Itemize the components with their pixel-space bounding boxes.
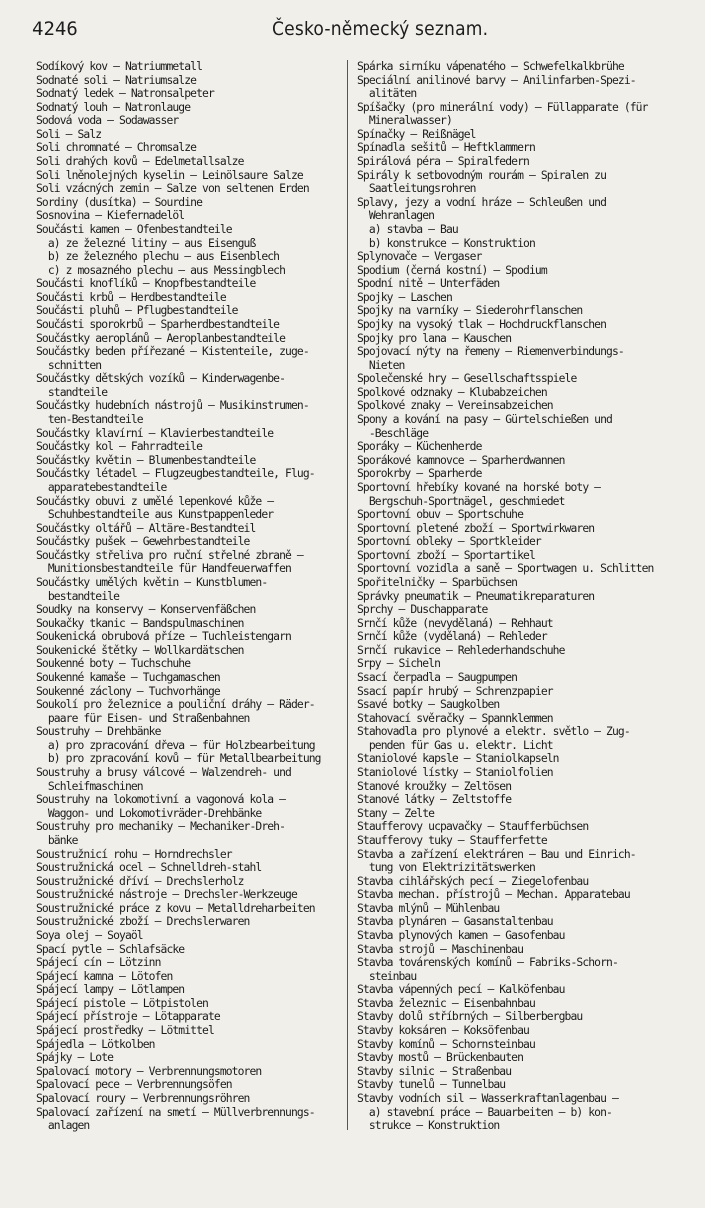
dictionary-entry-line: -Beschläge (357, 426, 429, 440)
dictionary-entry-line: Spodní nitě — Unterfäden (357, 277, 500, 291)
dictionary-entry-line: Správky pneumatik — Pneumatikreparaturen (357, 589, 595, 603)
dictionary-entry-line: standteile (36, 385, 108, 399)
dictionary-entry-line: Stanové látky — Zeltstoffe (357, 793, 512, 807)
dictionary-entry-line: Spalovací pece — Verbrennungsöfen (36, 1078, 232, 1092)
dictionary-entry-line: apparatebestandteile (36, 480, 167, 494)
dictionary-entry-line: Ssací čerpadla — Saugpumpen (357, 671, 518, 685)
dictionary-entry-line: a) stavba — Bau (357, 222, 458, 236)
dictionary-entry-line: tung von Elektrizitätswerken (357, 861, 535, 875)
dictionary-entry-line: Soukenné kamaše — Tuchgamaschen (36, 671, 220, 685)
dictionary-entry-line: Sprchy — Duschapparate (357, 603, 488, 617)
dictionary-entry-line: Soustružnické nástroje — Drechsler-Werkzeuge (36, 888, 297, 902)
dictionary-entry-line: Spínačky — Reißnägel (357, 127, 476, 141)
dictionary-entry-line: Spolkové znaky — Vereinsabzeichen (357, 399, 553, 413)
dictionary-entry-line: Stavba mechan. přístrojů — Mechan. Apparatebau (357, 888, 630, 902)
dictionary-entry-line: Spájecí prostředky — Lötmittel (36, 1024, 214, 1038)
dictionary-entry-line: Sportovní obuv — Sportschuhe (357, 508, 524, 522)
dictionary-entry-line: b) pro zpracování kovů — für Metallbearbeitung (36, 752, 321, 766)
dictionary-entry-line: Waggon- und Lokomotivräder-Drehbänke (36, 806, 262, 820)
dictionary-entry-line: Sodnaté soli — Natriumsalze (36, 73, 197, 87)
dictionary-entry-line: Schuhbestandteile aus Kunstpappenleder (36, 508, 274, 522)
dictionary-entry-line: Srnčí rukavice — Rehlederhandschuhe (357, 643, 565, 657)
dictionary-entry-line: bestandteile (36, 589, 120, 603)
dictionary-entry-line: Stavba železnic — Eisenbahnbau (357, 996, 535, 1010)
dictionary-entry-line: Stavby tunelů — Tunnelbau (357, 1078, 506, 1092)
dictionary-entry-line: Stavba plynových kamen — Gasofenbau (357, 929, 565, 942)
dictionary-entry-line: Stavba a zařízení elektráren — Bau und Einrich- (357, 847, 636, 861)
dictionary-entry-line: Soukenné boty — Tuchschuhe (36, 657, 191, 671)
dictionary-entry-line: Sportovní pletené zboží — Sportwirkwaren (357, 521, 595, 535)
dictionary-entry-line: Stany — Zelte (357, 806, 435, 820)
dictionary-entry-line: Součástky hudebních nástrojů — Musikinstrumen- (36, 399, 309, 413)
page-header (32, 14, 672, 42)
dictionary-entry-line: Spací pytle — Schlafsäcke (36, 942, 185, 956)
dictionary-entry-line: bänke (36, 833, 78, 847)
dictionary-entry-line: Srnčí kůže (vydělaná) — Rehleder (357, 630, 547, 644)
dictionary-entry-line: Spájecí pistole — Lötpistolen (36, 996, 208, 1010)
dictionary-entry-line: Společenské hry — Gesellschaftsspiele (357, 372, 577, 386)
dictionary-entry-line: Spíšačky (pro minerální vody) — Füllapparate (für (357, 100, 648, 114)
dictionary-entry-line: Spájecí kamna — Lötofen (36, 969, 173, 983)
dictionary-entry-line: Spalovací motory — Verbrennungsmotoren (36, 1064, 262, 1078)
dictionary-entry-line: Stavba strojů — Maschinenbau (357, 942, 524, 956)
dictionary-entry-line: Spojky — Laschen (357, 290, 452, 304)
dictionary-entry-line: Součásti pluhů — Pflugbestandteile (36, 304, 238, 318)
dictionary-entry-line: Spalovací roury — Verbrennungsröhren (36, 1091, 250, 1105)
dictionary-entry-line: Soustruhy na lokomotivní a vagonová kola — (36, 793, 286, 807)
dictionary-entry-line: Součástky květin — Blumenbestandteile (36, 453, 256, 467)
dictionary-entry-line: Součástky dětských vozíků — Kinderwagenbe- (36, 372, 286, 386)
dictionary-entry-line: Stavby mostů — Brückenbauten (357, 1051, 524, 1065)
dictionary-entry-line: Spájky — Lote (36, 1051, 114, 1065)
column-divider (347, 60, 348, 1130)
dictionary-entry-line: Soya olej — Soyaöl (36, 929, 143, 942)
dictionary-entry-line: Bergschuh-Sportnägel, geschmiedet (357, 494, 565, 508)
dictionary-entry-line: Součástky střeliva pro ruční střelné zbraně — (36, 548, 303, 562)
dictionary-entry-line: Stavby koksáren — Koksöfenbau (357, 1024, 529, 1038)
dictionary-entry-line: Součástky aeroplánů — Aeroplanbestandteile (36, 331, 286, 345)
dictionary-entry-line: Soukolí pro železnice a pouliční dráhy — Räder- (36, 698, 315, 712)
dictionary-entry-line: Stavby dolů stříbrných — Silberbergbau (357, 1010, 583, 1024)
dictionary-entry-line: Sportovní vozidla a saně — Sportwagen u. Schlitten (357, 562, 654, 576)
dictionary-entry-line: Spájecí lampy — Lötlampen (36, 983, 185, 997)
dictionary-entry-line: Stavby silnic — Straßenbau (357, 1064, 512, 1078)
dictionary-entry-line: Spojky na vysoký tlak — Hochdruckflanschen (357, 317, 607, 331)
dictionary-entry-line: a) ze železné litiny — aus Eisenguß (36, 236, 256, 250)
dictionary-entry-line: Sportovní hřebíky kované na horské boty — (357, 480, 601, 494)
dictionary-entry-line: steinbau (357, 969, 417, 983)
dictionary-entry-line: Soli drahých kovů — Edelmetallsalze (36, 155, 244, 169)
dictionary-entry-line: Saatleitungsrohren (357, 182, 476, 196)
dictionary-entry-line: anlagen (36, 1119, 90, 1133)
dictionary-entry-line: Součásti kamen — Ofenbestandteile (36, 222, 232, 236)
dictionary-entry-line: Spolkové odznaky — Klubabzeichen (357, 385, 547, 399)
dictionary-entry-line: paare für Eisen- und Straßenbahnen (36, 711, 250, 725)
dictionary-entry-line: Sodová voda — Sodawasser (36, 114, 179, 128)
dictionary-entry-line: Spořitelničky — Sparbüchsen (357, 575, 518, 589)
dictionary-entry-line: Soli chromnaté — Chromsalze (36, 141, 197, 155)
right-column (357, 60, 669, 1133)
dictionary-entry-line: Stavba mlýnů — Mühlenbau (357, 901, 500, 915)
dictionary-entry-line: a) stavební práce — Bauarbeiten — b) kon- (357, 1105, 612, 1119)
dictionary-entry-line: Spájecí cín — Lötzinn (36, 956, 161, 970)
dictionary-entry-line: Ssací papír hrubý — Schrenzpapier (357, 684, 553, 698)
dictionary-entry-line: Součásti sporokrbů — Sparherdbestandteile (36, 317, 280, 331)
dictionary-entry-line: Soustruhy — Drehbänke (36, 725, 161, 739)
dictionary-entry-line: Sodnatý ledek — Natronsalpeter (36, 87, 214, 101)
dictionary-entry-line: Sporáky — Küchenherde (357, 440, 482, 454)
dictionary-entry-line: Spirálová péra — Spiralfedern (357, 155, 529, 169)
dictionary-entry-line: Spájedla — Lötkolben (36, 1037, 155, 1051)
dictionary-entry-line: schnitten (36, 358, 102, 372)
dictionary-entry-line: Stahovadla pro plynové a elektr. světlo — Zug- (357, 725, 630, 739)
dictionary-entry-line: Soustružnická ocel — Schnelldreh-stahl (36, 861, 262, 875)
dictionary-entry-line: Munitionsbestandteile für Handfeuerwaffen (36, 562, 291, 576)
dictionary-entry-line: Soustružnicí rohu — Horndrechsler (36, 847, 232, 861)
dictionary-entry-line: Srpy — Sicheln (357, 657, 441, 671)
dictionary-entry-line: Splynovače — Vergaser (357, 250, 482, 264)
dictionary-entry-line: Spirály k setbovodným rourám — Spiralen zu (357, 168, 607, 182)
dictionary-entry-line: Součástky obuvi z umělé lepenkové kůže — (36, 494, 274, 508)
dictionary-entry-line: Soustružnické zboží — Drechslerwaren (36, 915, 250, 929)
left-column (36, 60, 348, 1133)
dictionary-entry-line: ten-Bestandteile (36, 413, 143, 427)
dictionary-entry-line: Součástky beden přířezané — Kistenteile, zuge- (36, 345, 309, 359)
dictionary-entry-line: Součásti krbů — Herdbestandteile (36, 290, 226, 304)
dictionary-entry-line: Spony a kování na pasy — Gürtelschießen und (357, 413, 612, 427)
dictionary-entry-line: Stanové kroužky — Zeltösen (357, 779, 512, 793)
dictionary-entry-line: Sosnovina — Kiefernadelöl (36, 209, 185, 223)
dictionary-entry-line: Nieten (357, 358, 405, 372)
dictionary-entry-line: Součástky umělých květin — Kunstblumen- (36, 575, 268, 589)
dictionary-entry-line: a) pro zpracování dřeva — für Holzbearbeitung (36, 738, 315, 752)
dictionary-entry-line: Soukenická obrubová příze — Tuchleistengarn (36, 630, 291, 644)
running-title: Česko-německý seznam. (272, 18, 489, 40)
dictionary-entry-line: Součástky kol — Fahrradteile (36, 440, 203, 454)
dictionary-entry-line: strukce — Konstruktion (357, 1119, 500, 1133)
dictionary-entry-line: Soustruhy pro mechaniky — Mechaniker-Dreh- (36, 820, 286, 834)
dictionary-entry-line: Stavba továrenských komínů — Fabriks-Schorn- (357, 956, 618, 970)
dictionary-entry-line: Soli lněnolejných kyselin — Leinölsaure Salze (36, 168, 303, 182)
dictionary-entry-line: Stavba cihlářských pecí — Ziegelofenbau (357, 874, 589, 888)
dictionary-entry-line: Sporokrby — Sparherde (357, 467, 482, 481)
dictionary-entry-line: b) ze železného plechu — aus Eisenblech (36, 250, 280, 264)
dictionary-entry-line: alitäten (357, 87, 417, 101)
dictionary-entry-line: Sordiny (dusítka) — Sourdine (36, 195, 203, 209)
dictionary-entry-line: Soustruhy a brusy válcové — Walzendreh- und (36, 766, 291, 780)
dictionary-entry-line: Soustružnické práce z kovu — Metalldreharbeiten (36, 901, 315, 915)
dictionary-entry-line: Spárka sirníku vápenatého — Schwefelkalkbrühe (357, 60, 624, 73)
dictionary-entry-line: Soukenné záclony — Tuchvorhänge (36, 684, 220, 698)
dictionary-entry-line: Staufferovy ucpavačky — Staufferbüchsen (357, 820, 589, 834)
dictionary-entry-line: Součástky létadel — Flugzeugbestandteile, Flug- (36, 467, 315, 481)
page-number: 4246 (32, 18, 78, 40)
dictionary-entry-line: Spojky na varníky — Siederohrflanschen (357, 304, 583, 318)
dictionary-entry-line: Staufferovy tuky — Staufferfette (357, 833, 547, 847)
dictionary-entry-line: Sportovní zboží — Sportartikel (357, 548, 535, 562)
dictionary-entry-line: Srnčí kůže (nevydělaná) — Rehhaut (357, 616, 553, 630)
dictionary-entry-line: Speciální anilinové barvy — Anilinfarben-Spezi- (357, 73, 636, 87)
dictionary-entry-line: Soli vzácných zemin — Salze von seltenen Erden (36, 182, 309, 196)
dictionary-entry-line: Staniolové kapsle — Staniolkapseln (357, 752, 559, 766)
dictionary-entry-line: Soustružnické dříví — Drechslerholz (36, 874, 244, 888)
dictionary-entry-line: Stavba vápenných pecí — Kalköfenbau (357, 983, 565, 997)
dictionary-entry-line: b) konstrukce — Konstruktion (357, 236, 535, 250)
dictionary-entry-line: Wehranlagen (357, 209, 435, 223)
dictionary-entry-line: Součástky pušek — Gewehrbestandteile (36, 535, 250, 549)
dictionary-entry-line: Spodium (černá kostní) — Spodium (357, 263, 547, 277)
dictionary-entry-line: Sodnatý louh — Natronlauge (36, 100, 191, 114)
dictionary-entry-line: Splavy, jezy a vodní hráze — Schleußen und (357, 195, 607, 209)
dictionary-entry-line: Stavba plynáren — Gasanstaltenbau (357, 915, 553, 929)
dictionary-entry-line: Sporákové kamnovce — Sparherdwannen (357, 453, 565, 467)
dictionary-entry-line: Staniolové lístky — Staniolfolien (357, 766, 553, 780)
dictionary-entry-line: Mineralwasser) (357, 114, 452, 128)
dictionary-entry-line: Soli — Salz (36, 127, 102, 141)
dictionary-entry-line: Ssavé botky — Saugkolben (357, 698, 500, 712)
dictionary-entry-line: Spojovací nýty na řemeny — Riemenverbindungs- (357, 345, 624, 359)
dictionary-entry-line: Součástky klavírní — Klavierbestandteile (36, 426, 274, 440)
dictionary-entry-line: Soudky na konservy — Konservenfäßchen (36, 603, 256, 617)
dictionary-entry-line: Sodíkový kov — Natriummetall (36, 60, 203, 73)
dictionary-entry-line: Spínadla sešitů — Heftklammern (357, 141, 535, 155)
dictionary-entry-line: Spojky pro lana — Kauschen (357, 331, 512, 345)
dictionary-entry-line: Soukenické štětky — Wollkardätschen (36, 643, 244, 657)
dictionary-entry-line: Stavby komínů — Schornsteinbau (357, 1037, 535, 1051)
dictionary-entry-line: Soukačky tkanic — Bandspulmaschinen (36, 616, 244, 630)
dictionary-entry-line: Spájecí přístroje — Lötapparate (36, 1010, 220, 1024)
dictionary-entry-line: Stahovací svěračky — Spannklemmen (357, 711, 553, 725)
dictionary-entry-line: Stavby vodních sil — Wasserkraftanlagenbau — (357, 1091, 618, 1105)
dictionary-entry-line: Součástky oltářů — Altäre-Bestandteil (36, 521, 256, 535)
dictionary-entry-line: Spalovací zařízení na smetí — Müllverbrennungs- (36, 1105, 315, 1119)
dictionary-entry-line: penden für Gas u. elektr. Licht (357, 738, 553, 752)
dictionary-entry-line: Součásti knoflíků — Knopfbestandteile (36, 277, 256, 291)
dictionary-entry-line: c) z mosazného plechu — aus Messingblech (36, 263, 286, 277)
dictionary-entry-line: Schleifmaschinen (36, 779, 143, 793)
dictionary-entry-line: Sportovní obleky — Sportkleider (357, 535, 541, 549)
